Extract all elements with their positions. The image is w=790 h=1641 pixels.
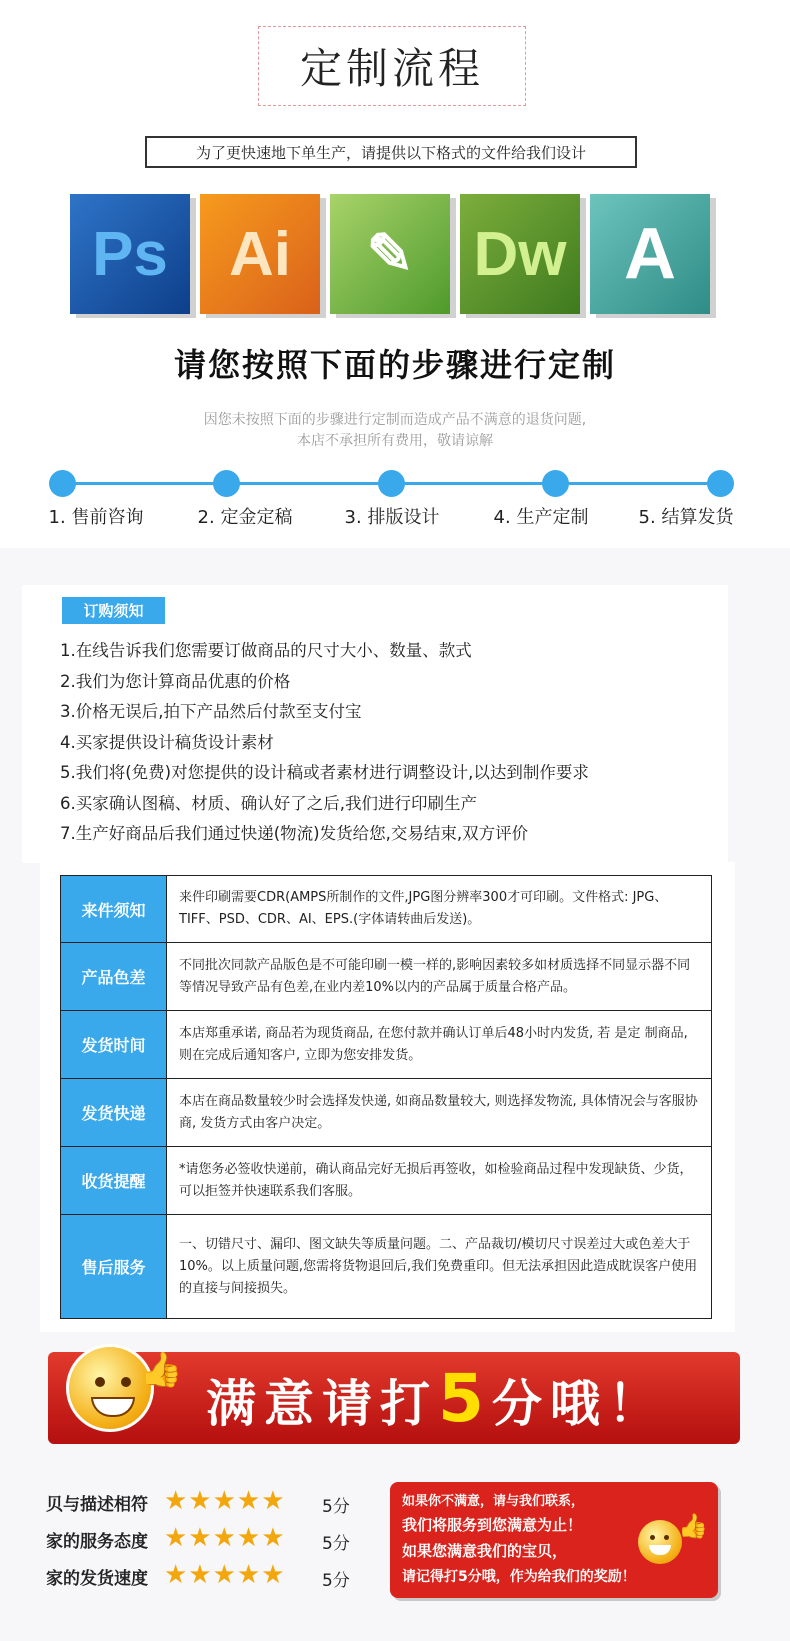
eye — [95, 1377, 105, 1387]
row-key: 产品色差 — [61, 943, 167, 1011]
step-dot — [378, 470, 405, 497]
star-icon: ★★★★★ — [164, 1560, 286, 1590]
mouth — [649, 1545, 671, 1555]
coreldraw-icon: ✎ — [330, 194, 450, 314]
rating-label: 贝与描述相符 — [46, 1495, 148, 1515]
info-table — [60, 875, 712, 1319]
rating-row — [46, 1523, 366, 1560]
star-icon: ★★★★★ — [164, 1486, 286, 1516]
message-line-3: 如果您满意我们的宝贝， — [402, 1542, 568, 1560]
row-value: *请您务必签收快递前，确认商品完好无损后再签收，如检验商品过程中发现缺货、少货，可以拒签并快速联系我们客服。 — [167, 1147, 712, 1215]
step-label: 5. 结算发货 — [638, 507, 734, 528]
rating-list — [46, 1486, 366, 1597]
satisfaction-message — [390, 1482, 718, 1598]
row-key: 来件须知 — [61, 876, 167, 943]
list-item: 3.价格无误后,拍下产品然后付款至支付宝 — [60, 702, 362, 721]
notice-line-2: 本店不承担所有费用，敬请谅解 — [297, 433, 493, 449]
list-item: 2.我们为您计算商品优惠的价格 — [60, 671, 291, 691]
banner-highlight: 5 — [438, 1360, 492, 1437]
mouth — [91, 1397, 135, 1417]
step-label: 1. 售前咨询 — [48, 507, 144, 528]
message-line-4: 请记得打5分哦，作为给我们的奖励！ — [402, 1569, 636, 1585]
rating-label: 家的服务态度 — [46, 1532, 148, 1552]
photoshop-icon: Ps — [70, 194, 190, 314]
rating-label: 家的发货速度 — [46, 1569, 148, 1589]
list-item: 7.生产好商品后我们通过快递(物流)发货给您,交易结束,双方评价 — [60, 824, 529, 843]
order-notice-list — [60, 637, 589, 851]
step-label: 2. 定金定稿 — [197, 507, 293, 528]
info-table-section — [40, 862, 735, 1332]
thumbs-up-icon: 👍 — [678, 1512, 708, 1540]
list-item: 1.在线告诉我们您需要订做商品的尺寸大小、数量、款式 — [60, 641, 472, 660]
step-label: 4. 生产定制 — [493, 507, 589, 528]
table-row — [61, 943, 712, 1011]
message-line-2: 我们将服务到您满意为止！ — [402, 1516, 583, 1534]
step-dot — [49, 470, 76, 497]
list-item: 6.买家确认图稿、材质、确认好了之后,我们进行印刷生产 — [60, 793, 477, 813]
row-value: 来件印刷需要CDR(AMPS所制作的文件,JPG图分辨率300才可印刷。文件格式: JPG、TIFF、PSD、CDR、AI、EPS.(字体请转曲后发送)。 — [167, 876, 712, 943]
eye — [664, 1535, 669, 1540]
software-icons — [70, 194, 708, 316]
step-dot — [213, 470, 240, 497]
row-value: 本店郑重承诺, 商品若为现货商品, 在您付款并确认订单后48小时内发货, 若 是定 制商品, 则在完成后通知客户, 立即为您安排发货。 — [167, 1011, 712, 1079]
list-item: 5.我们将(免费)对您提供的设计稿或者素材进行调整设计,以达到制作要求 — [60, 763, 589, 782]
star-icon: ★★★★★ — [164, 1523, 286, 1553]
table-row — [61, 876, 712, 943]
order-notice-section — [22, 585, 728, 863]
table-row — [61, 1215, 712, 1319]
illustrator-icon: Ai — [200, 194, 320, 314]
dreamweaver-icon: Dw — [460, 194, 580, 314]
table-row — [61, 1079, 712, 1147]
rating-banner — [48, 1352, 740, 1444]
return-notice — [0, 410, 790, 452]
page-title: 定制流程 — [258, 26, 526, 106]
order-notice-tag: 订购须知 — [62, 597, 165, 624]
row-value: 本店在商品数量较少时会选择发快递, 如商品数量较大, 则选择发物流, 具体情况会与客服协商, 发货方式由客户决定。 — [167, 1079, 712, 1147]
steps-headline: 请您按照下面的步骤进行定制 — [173, 346, 616, 384]
row-value: 不同批次同款产品版色是不可能印刷一模一样的,影响因素较多如材质选择不同显示器不同等情况导致产品有色差,在业内差10%以内的产品属于质量合格产品。 — [167, 943, 712, 1011]
file-format-subtitle: 为了更快速地下单生产，请提供以下格式的文件给我们设计 — [145, 136, 637, 168]
step-dot — [707, 470, 734, 497]
eye — [650, 1535, 655, 1540]
rating-row — [46, 1486, 366, 1523]
table-row — [61, 1011, 712, 1079]
message-line-1: 如果你不满意，请与我们联系， — [402, 1494, 585, 1509]
row-key: 售后服务 — [61, 1215, 167, 1319]
banner-text — [206, 1360, 666, 1437]
rating-score: 5分 — [322, 1571, 350, 1591]
row-key: 收货提醒 — [61, 1147, 167, 1215]
table-row — [61, 1147, 712, 1215]
process-section — [0, 0, 790, 548]
banner-prefix: 满意请打 — [206, 1375, 438, 1433]
banner-suffix: 分哦！ — [491, 1375, 666, 1433]
step-label: 3. 排版设计 — [344, 507, 440, 528]
row-key: 发货快递 — [61, 1079, 167, 1147]
thumbs-up-icon: 👍 — [140, 1350, 183, 1390]
notice-line-1: 因您未按照下面的步骤进行定制而造成产品不满意的退货问题, — [203, 412, 587, 428]
rating-score: 5分 — [322, 1534, 350, 1554]
step-dot — [542, 470, 569, 497]
autocad-icon: A — [590, 194, 710, 314]
row-value: 一、切错尺寸、漏印、图文缺失等质量问题。二、产品裁切/模切尺寸误差过大或色差大于10%。以上质量问题,您需将货物退回后,我们免费重印。但无法承担因此造成眈误客户使用的直接与间接损失。 — [167, 1215, 712, 1319]
list-item: 4.买家提供设计稿货设计素材 — [60, 732, 274, 752]
rating-row — [46, 1560, 366, 1597]
eye — [121, 1377, 131, 1387]
row-key: 发货时间 — [61, 1011, 167, 1079]
smiley-icon — [638, 1520, 682, 1564]
rating-score: 5分 — [322, 1497, 350, 1517]
